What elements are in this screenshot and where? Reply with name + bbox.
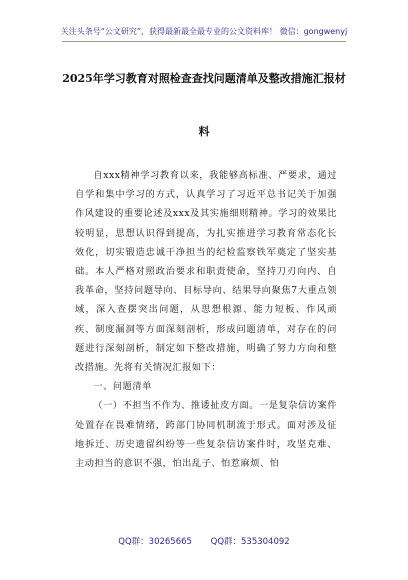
footer xyxy=(0,535,408,547)
qq-group-2: QQ群：535304092 xyxy=(210,537,290,547)
intro-paragraph: 自xxx精神学习教育以来，我能够高标准、严要求，通过自学和集中学习的方式，认真学习了习近平总书记关于加强作风建设的重要论述及xxx及其实施细则精神。学习的效果比较明显，思想认识得到提高，为扎实推进学习教育常态化长效化，切实锻造忠诚干净担当的纪检监察铁军奠定了坚实基础。本人严格对照政治要求和职责使命，坚持刀刃向内、自我革命，坚持问题导向、目标导向、结果导向聚焦7大重点领域，深入查摆突出问题，从思想根源、能力短板、作风顽疾、制度漏洞等方面深刻剖析，形成问题清单，对存在的问题进行深刻剖析，制定如下整改措施，明确了努力方向和整改措施。先将有关情况汇报如下： xyxy=(75,170,337,374)
document-title: 2025年学习教育对照检查查找问题清单及整改措施汇报材 xyxy=(62,72,346,85)
document-body xyxy=(75,166,337,473)
issue-paragraph: （一）不担当不作为、推诿扯皮方面。一是复杂信访案件处置存在畏难情绪，跨部门协同机制流于形式。面对涉及征地拆迁、历史遗留纠纷等一些复杂信访案件时，攻坚克难、主动担当的意识不强，怕出乱子、怕惹麻烦、怕 xyxy=(75,400,337,470)
header-divider xyxy=(62,41,346,42)
qq-group-1: QQ群：30265665 xyxy=(118,537,192,547)
document-title-continued: 料 xyxy=(198,125,210,138)
header-banner: 关注头条号“公文研究”，获得最新最全最专业的公文资料库！ 微信：gongwenyj xyxy=(60,27,348,36)
section-heading: 一、问题清单 xyxy=(93,381,152,393)
